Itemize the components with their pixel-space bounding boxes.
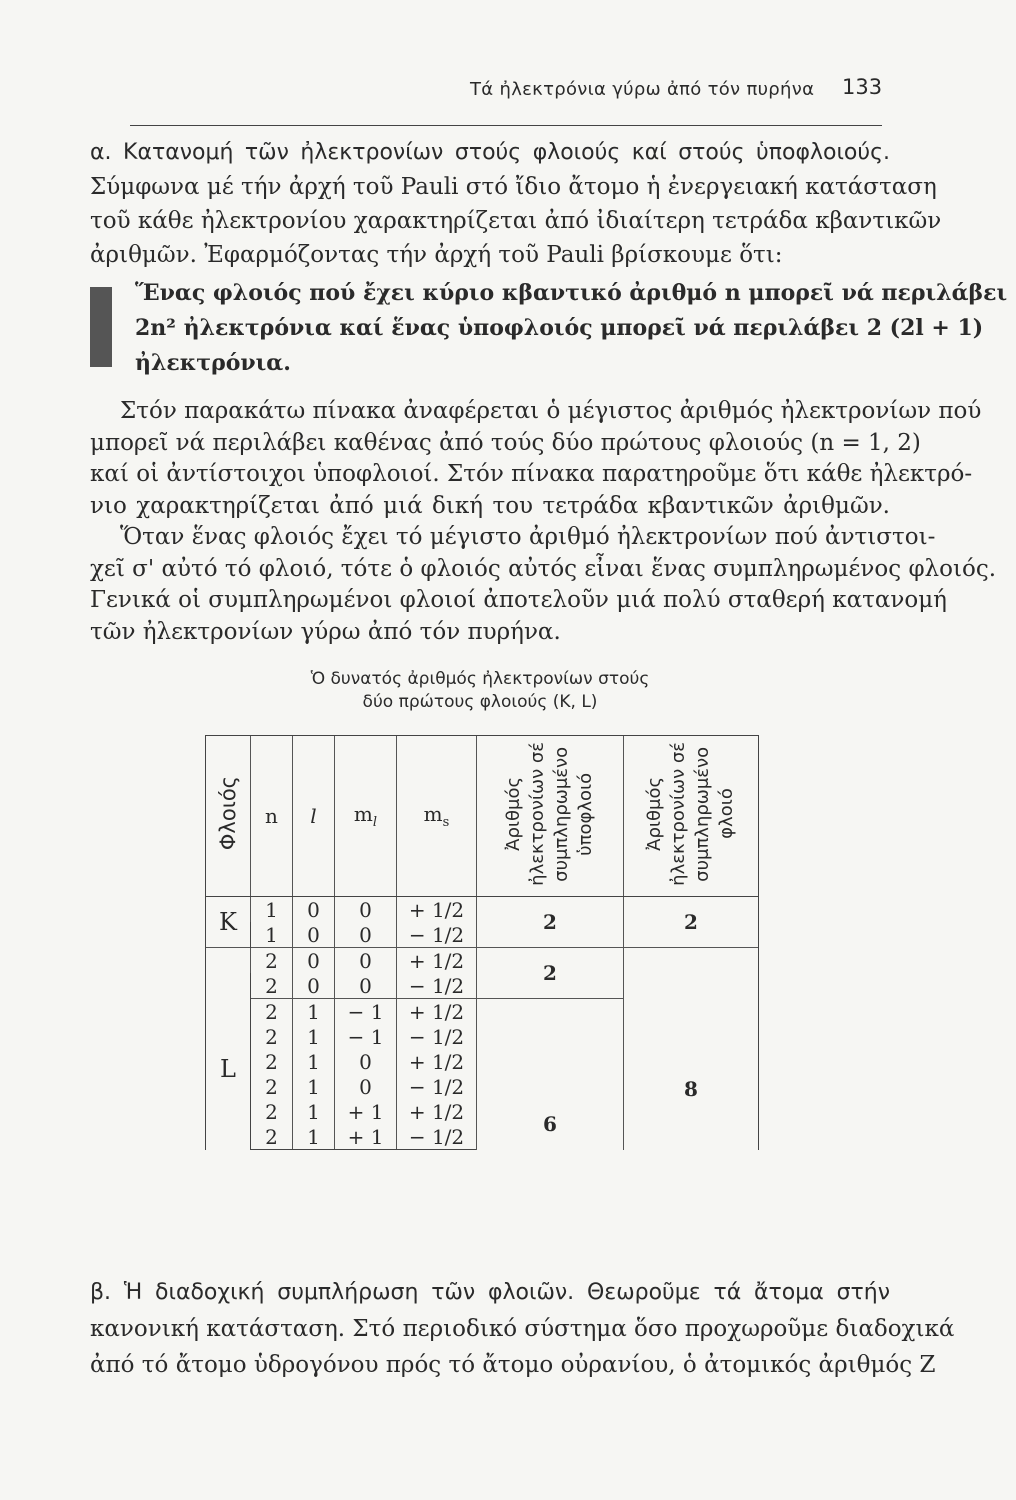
text-line: νιο χαρακτηρίζεται ἀπό μιά δική του τετράδα κβαντικῶν ἀριθμῶν. xyxy=(90,492,890,519)
subshell-count-ls: 2 xyxy=(477,948,624,999)
text-line: Στόν παρακάτω πίνακα ἀναφέρεται ὁ μέγιστος ἀριθμός ἠλεκτρονίων πού xyxy=(120,398,982,424)
shell-l-label: L xyxy=(206,948,251,1150)
pauli-rule-statement xyxy=(135,276,1008,381)
table-row xyxy=(206,948,759,974)
table-row xyxy=(206,897,759,923)
ms-value: + 1/2 xyxy=(397,999,477,1025)
running-header-title: Τά ἠλεκτρόνια γύρω ἀπό τόν πυρήνα xyxy=(470,79,815,100)
shell-count-l: 8 xyxy=(624,948,759,1150)
section-a-paragraph xyxy=(90,136,942,272)
text-line: καί οἱ ἀντίστοιχοι ὑποφλοιοί. Στόν πίνακα παρατηροῦμε ὅτι κάθε ἠλεκτρό- xyxy=(90,461,973,487)
n-value: 2 xyxy=(251,1099,293,1124)
header-n: n xyxy=(251,736,293,897)
ml-value: − 1 xyxy=(335,1024,397,1049)
ms-value: − 1/2 xyxy=(397,1124,477,1150)
text-line: κανονική κατάσταση. Στό περιοδικό σύστημα ὅσο προχωροῦμε διαδοχικά xyxy=(90,1316,955,1342)
text-line: χεῖ σ' αὐτό τό φλοιό, τότε ὁ φλοιός αὐτός εἶναι ἕνας συμπληρωμένος φλοιός. xyxy=(90,555,997,582)
text-line: 2n² ἠλεκτρόνια καί ἕνας ὑποφλοιός μπορεῖ νά περιλάβει 2 (2l + 1) xyxy=(135,315,984,341)
l-value: 1 xyxy=(293,1074,335,1099)
l-value: 1 xyxy=(293,999,335,1025)
header-l: l xyxy=(293,736,335,897)
n-value: 1 xyxy=(251,897,293,923)
l-value: 1 xyxy=(293,1124,335,1150)
l-value: 1 xyxy=(293,1099,335,1124)
page-number: 133 xyxy=(842,75,883,99)
text-line: Σύμφωνα μέ τήν ἀρχή τοῦ Pauli στό ἴδιο ἄτομο ἡ ἐνεργειακή κατάσταση xyxy=(90,174,937,200)
ms-value: − 1/2 xyxy=(397,922,477,948)
text-line: Γενικά οἱ συμπληρωμένοι φλοιοί ἀποτελοῦν μιά πολύ σταθερή κατανομή xyxy=(90,587,947,613)
ml-value: 0 xyxy=(335,922,397,948)
section-b-heading: β. Ἡ διαδοχική συμπλήρωση τῶν φλοιῶν. Θεωροῦμε τά ἄτομα στήν xyxy=(90,1280,890,1305)
n-value: 2 xyxy=(251,1074,293,1099)
ms-value: − 1/2 xyxy=(397,973,477,999)
n-value: 1 xyxy=(251,922,293,948)
caption-line: δύο πρώτους φλοιούς (K, L) xyxy=(362,692,598,712)
header-subshell-count: Ἀριθμός ἠλεκτρονίων σέ συμπληρωμένο ὑποφλοιό xyxy=(477,736,624,897)
n-value: 2 xyxy=(251,1049,293,1074)
header-ml: $m_l$ xyxy=(335,736,397,897)
text-line: ἠλεκτρόνια. xyxy=(135,350,291,376)
ml-value: 0 xyxy=(335,973,397,999)
n-value: 2 xyxy=(251,948,293,974)
caption-line: Ὁ δυνατός ἀριθμός ἠλεκτρονίων στούς xyxy=(310,669,650,689)
table-header-row xyxy=(206,736,759,897)
subshell-count-ks: 2 xyxy=(477,897,624,948)
header-shell-count: Ἀριθμός ἠλεκτρονίων σέ συμπληρωμένο φλοιό xyxy=(624,736,759,897)
text-line: ἀριθμῶν. Ἐφαρμόζοντας τήν ἀρχή τοῦ Pauli βρίσκουμε ὅτι: xyxy=(90,242,783,268)
text-line: Ἕνας φλοιός πού ἔχει κύριο κβαντικό ἀριθμό n μπορεῖ νά περιλάβει xyxy=(135,280,1008,306)
ml-value: − 1 xyxy=(335,999,397,1025)
table-intro-paragraph xyxy=(90,396,997,648)
ml-value: + 1 xyxy=(335,1124,397,1150)
table-caption xyxy=(250,669,710,712)
section-a-heading: α. Κατανομή τῶν ἠλεκτρονίων στούς φλοιούς καί στούς ὑποφλοιούς. xyxy=(90,140,890,165)
header-shell: Φλοιός xyxy=(206,736,251,897)
shell-k-label: K xyxy=(206,897,251,948)
l-value: 0 xyxy=(293,897,335,923)
ml-value: 0 xyxy=(335,1049,397,1074)
text-line: τῶν ἠλεκτρονίων γύρω ἀπό τόν πυρήνα. xyxy=(90,618,561,645)
text-line: τοῦ κάθε ἠλεκτρονίου χαρακτηρίζεται ἀπό ἰδιαίτερη τετράδα κβαντικῶν xyxy=(90,208,942,234)
n-value: 2 xyxy=(251,973,293,999)
l-value: 1 xyxy=(293,1049,335,1074)
section-b-paragraph xyxy=(90,1275,955,1383)
ml-value: 0 xyxy=(335,1074,397,1099)
rule-margin-bar xyxy=(90,287,112,367)
ms-value: + 1/2 xyxy=(397,1099,477,1124)
ms-value: + 1/2 xyxy=(397,948,477,974)
subshell-count-lp: 6 xyxy=(477,999,624,1150)
ml-value: 0 xyxy=(335,948,397,974)
ms-value: + 1/2 xyxy=(397,1049,477,1074)
text-line: μπορεῖ νά περιλάβει καθένας ἀπό τούς δύο πρώτους φλοιούς (n = 1, 2) xyxy=(90,429,921,456)
shell-count-k: 2 xyxy=(624,897,759,948)
l-value: 1 xyxy=(293,1024,335,1049)
header-ms: $m_s$ xyxy=(397,736,477,897)
ml-value: 0 xyxy=(335,897,397,923)
l-value: 0 xyxy=(293,922,335,948)
ms-value: + 1/2 xyxy=(397,897,477,923)
quantum-numbers-table xyxy=(205,735,759,1150)
ms-value: − 1/2 xyxy=(397,1024,477,1049)
ml-value: + 1 xyxy=(335,1099,397,1124)
l-value: 0 xyxy=(293,973,335,999)
header-rule xyxy=(130,125,882,126)
text-line: Ὅταν ἕνας φλοιός ἔχει τό μέγιστο ἀριθμό ἠλεκτρονίων πού ἀντιστοι- xyxy=(120,524,936,550)
l-value: 0 xyxy=(293,948,335,974)
text-line: ἀπό τό ἄτομο ὑδρογόνου πρός τό ἄτομο οὐρανίου, ὁ ἀτομικός ἀριθμός Z xyxy=(90,1352,936,1378)
ms-value: − 1/2 xyxy=(397,1074,477,1099)
n-value: 2 xyxy=(251,1124,293,1150)
n-value: 2 xyxy=(251,999,293,1025)
n-value: 2 xyxy=(251,1024,293,1049)
